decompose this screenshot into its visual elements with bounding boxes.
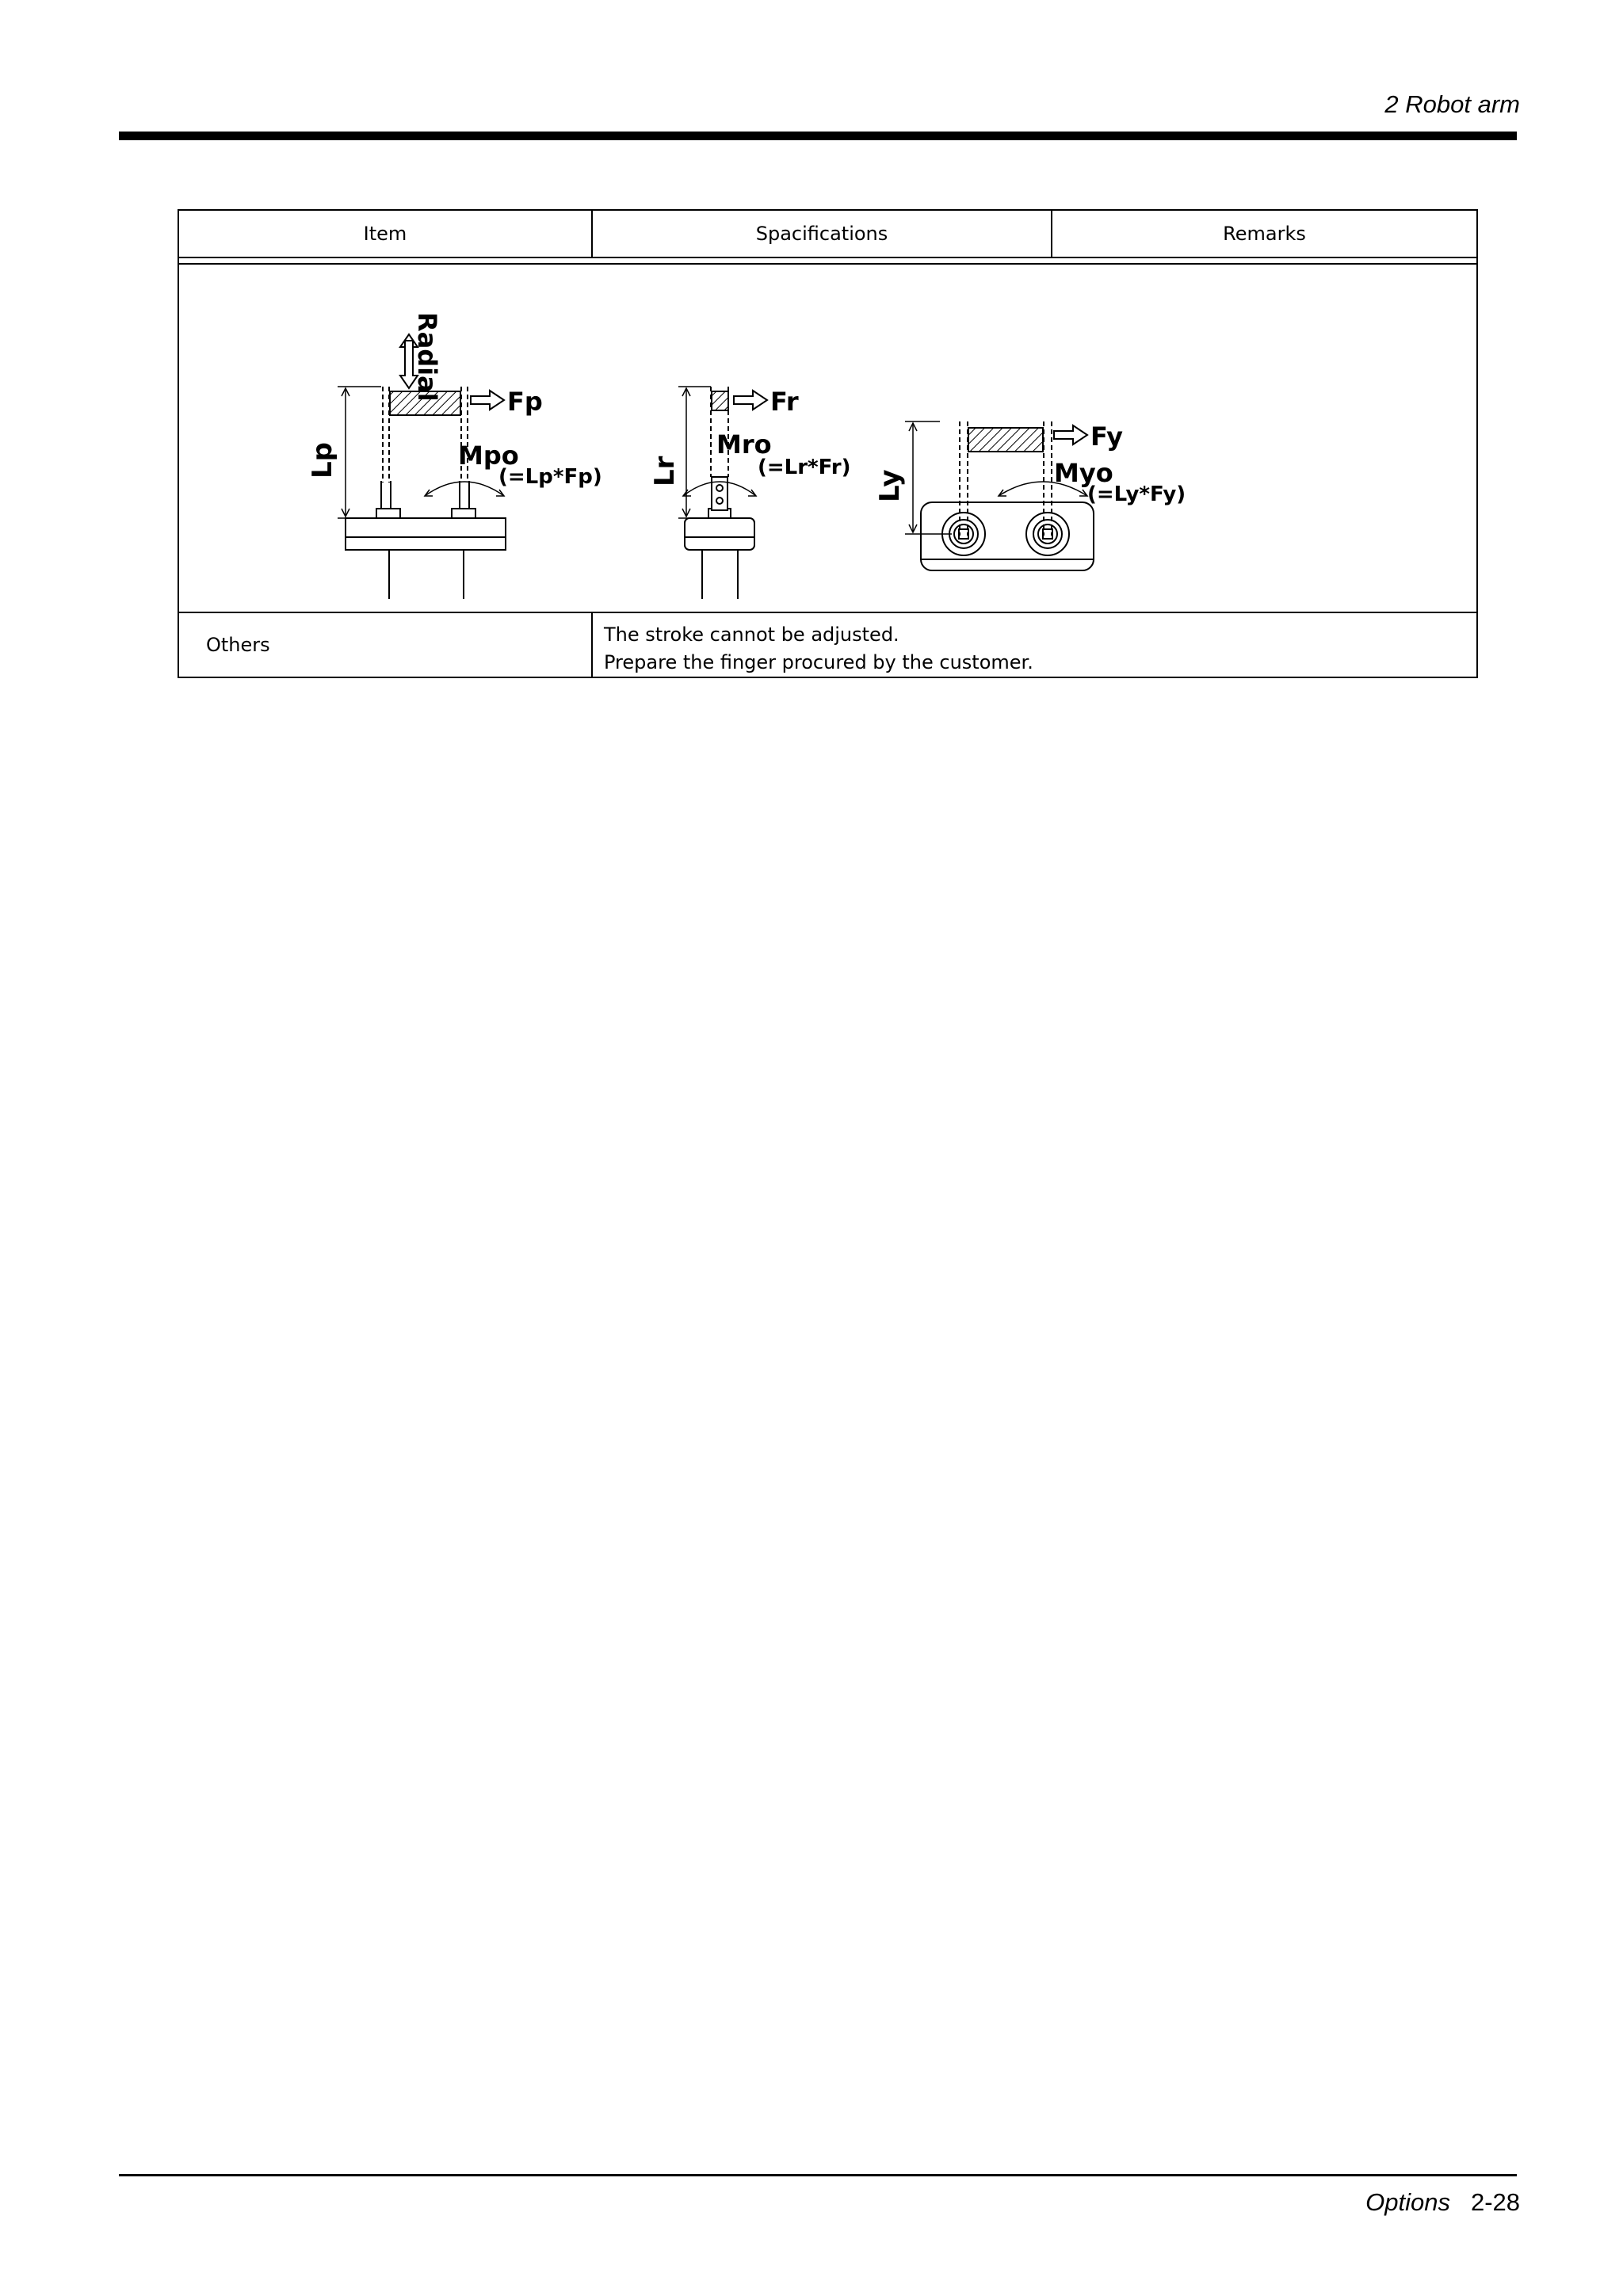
yaw-diagram (905, 421, 1094, 570)
myo-formula: (=Ly*Fy) (1087, 482, 1186, 506)
mpo-label: Mpo (458, 441, 519, 471)
radial-label: Radial (412, 312, 442, 402)
col-remarks-header: Remarks (1223, 223, 1306, 245)
mro-label: Mro (716, 429, 772, 460)
section-header-title: 2 Robot arm (1384, 90, 1520, 118)
header-rule (119, 132, 1517, 140)
page-number: 2-28 (1470, 2188, 1520, 2216)
table-header-row (179, 211, 1476, 258)
footer-section: Options (1365, 2188, 1450, 2216)
page-footer (1365, 2188, 1520, 2217)
others-spec (593, 613, 1476, 677)
footer-rule (119, 2174, 1517, 2176)
col-spec-header: Spacifications (593, 211, 1052, 257)
roll-diagram (678, 387, 767, 599)
others-row (179, 613, 1476, 677)
lr-label: Lr (649, 456, 681, 486)
others-line-1: The stroke cannot be adjusted. (604, 624, 899, 646)
mro-formula: (=Lr*Fr) (758, 456, 851, 479)
moment-diagram (179, 265, 1476, 613)
fr-label: Fr (770, 387, 799, 417)
fp-label: Fp (507, 387, 543, 417)
mpo-formula: (=Lp*Fp) (498, 465, 602, 489)
lp-label: Lp (307, 441, 338, 479)
myo-label: Myo (1054, 458, 1113, 488)
fy-label: Fy (1090, 421, 1123, 452)
others-line-2: Prepare the finger procured by the customer. (604, 651, 1033, 673)
others-label: Others (179, 613, 593, 677)
ly-label: Ly (874, 469, 906, 502)
moment-diagram-row (179, 263, 1476, 613)
col-item-header: Item (179, 211, 593, 257)
spec-table (178, 209, 1478, 678)
